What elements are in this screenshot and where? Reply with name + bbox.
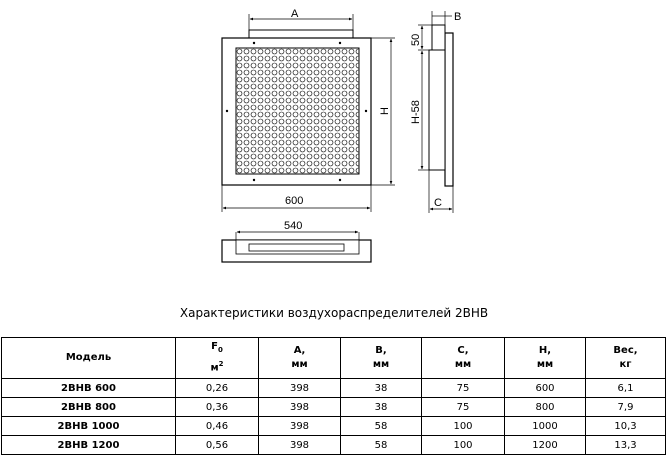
- cell-b: 58: [341, 436, 422, 455]
- header-model: Модель: [2, 338, 176, 379]
- screw-hole: [253, 179, 255, 181]
- header-h: Н, мм: [505, 338, 586, 379]
- cell-h: 1200: [505, 436, 586, 455]
- front-view: [222, 30, 371, 185]
- cell-a: 398: [259, 417, 341, 436]
- cell-weight: 13,3: [586, 436, 666, 455]
- header-a: А, мм: [259, 338, 341, 379]
- cell-f0: 0,46: [176, 417, 259, 436]
- table-row: [2, 436, 666, 455]
- dimension-540-label: 540: [284, 220, 303, 232]
- dimension-h-label: H: [379, 107, 391, 115]
- table-row: [2, 379, 666, 398]
- dimension-600-label: 600: [285, 195, 304, 207]
- spec-table: [1, 337, 666, 455]
- dimension-a-label: A: [291, 8, 299, 20]
- table-row: [2, 398, 666, 417]
- cell-model: 2ВНВ 800: [2, 398, 176, 417]
- screw-hole: [365, 110, 367, 112]
- table-header-row: [2, 338, 666, 379]
- cell-weight: 10,3: [586, 417, 666, 436]
- cell-b: 38: [341, 379, 422, 398]
- screw-hole: [339, 42, 341, 44]
- cell-c: 100: [422, 436, 505, 455]
- cell-model: 2ВНВ 600: [2, 379, 176, 398]
- header-b: В, мм: [341, 338, 422, 379]
- dimension-h: [371, 38, 395, 185]
- cell-h: 800: [505, 398, 586, 417]
- screw-hole: [339, 179, 341, 181]
- cell-c: 75: [422, 379, 505, 398]
- cell-b: 58: [341, 417, 422, 436]
- cell-a: 398: [259, 398, 341, 417]
- dimension-600: [222, 185, 371, 212]
- table-row: [2, 417, 666, 436]
- screw-hole: [253, 42, 255, 44]
- header-weight: Вес, кг: [586, 338, 666, 379]
- dimension-a: [249, 8, 353, 30]
- table-caption: Характеристики воздухораспределителей 2ВНВ: [179, 306, 489, 320]
- screw-hole: [226, 110, 228, 112]
- cell-f0: 0,26: [176, 379, 259, 398]
- cell-f0: 0,36: [176, 398, 259, 417]
- cell-h: 600: [505, 379, 586, 398]
- dimension-50-label: 50: [410, 33, 422, 46]
- cell-c: 100: [422, 417, 505, 436]
- cell-c: 75: [422, 398, 505, 417]
- side-view: [410, 11, 461, 213]
- bottom-view: [222, 220, 371, 262]
- dimension-c-label: C: [434, 197, 442, 209]
- header-f0: $F_0$ $м^2$: [176, 338, 259, 379]
- dimension-h58-label: H-58: [410, 100, 422, 124]
- dimension-b-label: B: [454, 11, 462, 23]
- cell-h: 1000: [505, 417, 586, 436]
- cell-model: 2ВНВ 1000: [2, 417, 176, 436]
- cell-a: 398: [259, 436, 341, 455]
- cell-f0: 0,56: [176, 436, 259, 455]
- cell-model: 2ВНВ 1200: [2, 436, 176, 455]
- cell-b: 38: [341, 398, 422, 417]
- cell-a: 398: [259, 379, 341, 398]
- cell-weight: 7,9: [586, 398, 666, 417]
- header-c: С, мм: [422, 338, 505, 379]
- cell-weight: 6,1: [586, 379, 666, 398]
